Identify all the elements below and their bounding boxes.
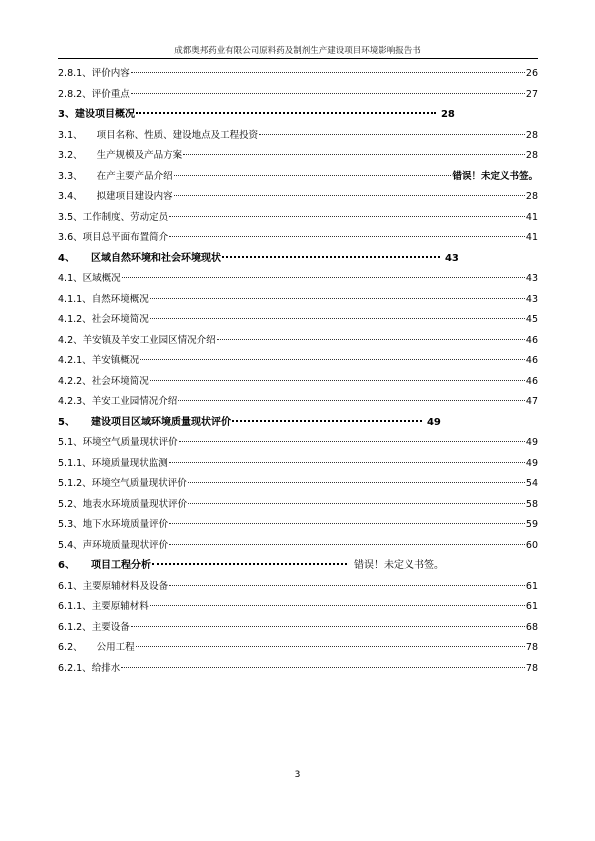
toc-entry[interactable]: [58, 556, 538, 577]
toc-dot-leader: [136, 646, 525, 647]
toc-entry[interactable]: [58, 454, 538, 475]
toc-entry-title: 社会环境简况: [91, 375, 149, 387]
toc-entry-title: 自然环境概况: [91, 293, 149, 305]
toc-entry-title: 地表水环境质量现状评价: [82, 498, 188, 510]
toc-page-number: 43: [525, 293, 538, 305]
toc-entry-number: 6.2.1、: [58, 662, 92, 674]
header-rule: [58, 58, 538, 59]
toc-dot-leader: [188, 503, 525, 504]
toc-entry[interactable]: [58, 659, 538, 680]
toc-entry[interactable]: [58, 618, 538, 639]
toc-entry[interactable]: [58, 85, 538, 106]
toc-dot-leader: [122, 277, 525, 278]
toc-entry[interactable]: [58, 433, 538, 454]
toc-entry-number: 6.1.1、: [58, 601, 92, 612]
toc-entry-title: 环境质量现状监测: [91, 457, 168, 469]
toc-error-message: 错误！未定义书签。: [452, 170, 538, 182]
toc-dot-leader: [183, 154, 525, 155]
toc-entry-number: 2.8.2、: [58, 88, 92, 100]
toc-dot-leader: [169, 544, 525, 545]
toc-entry[interactable]: [58, 146, 538, 167]
running-header: 成都奥邦药业有限公司原料药及制剂生产建设项目环境影响报告书: [174, 46, 421, 56]
toc-entry-number: 5.1.1、: [58, 457, 92, 469]
toc-entry-number: 4.2.1、: [58, 355, 92, 366]
toc-page-number: 54: [525, 478, 538, 489]
toc-dot-leader: [169, 523, 525, 524]
toc-page-number: 28: [525, 150, 538, 161]
toc-error-message: 错误！未定义书签。: [353, 560, 444, 571]
toc-entry-title: 评价重点: [91, 88, 130, 100]
toc-entry[interactable]: [58, 495, 538, 516]
toc-entry-number: 2.8.1、: [58, 68, 92, 79]
toc-page-number: 49: [525, 457, 538, 469]
toc-entry-title: 项目名称、性质、建设地点及工程投资: [96, 129, 259, 141]
toc-page-number: 58: [525, 498, 538, 510]
toc-entry-number: 5.3、: [58, 519, 83, 530]
toc-page-number: 28: [440, 109, 455, 120]
toc-entry-number: 6.1、: [58, 580, 83, 592]
toc-entry[interactable]: [58, 105, 538, 126]
toc-page-number: 27: [525, 88, 538, 100]
toc-page-number: 68: [525, 621, 538, 633]
toc-entry[interactable]: [58, 597, 538, 618]
toc-entry[interactable]: [58, 269, 538, 290]
toc-dot-leader: [222, 256, 440, 258]
toc-entry-number: 6、: [58, 560, 75, 571]
toc-page-number: 61: [525, 580, 538, 592]
toc-entry-title: 羊安镇概况: [91, 355, 140, 366]
toc-entry-number: 5.2、: [58, 498, 83, 510]
toc-page-number: 47: [525, 396, 538, 407]
toc-page-number: 41: [525, 211, 538, 223]
toc-dot-leader: [179, 441, 525, 442]
toc-dot-leader: [174, 195, 525, 196]
toc-entry-title: 生产规模及产品方案: [96, 150, 183, 161]
toc-entry[interactable]: [58, 515, 538, 536]
toc-dot-leader: [150, 605, 525, 606]
toc-entry-number: 4.2、: [58, 334, 83, 346]
toc-entry-title: 项目工程分析: [90, 560, 151, 571]
toc-entry-title: 主要原辅材料及设备: [82, 580, 169, 592]
toc-entry-number: 4.1.2、: [58, 314, 92, 325]
toc-entry[interactable]: [58, 474, 538, 495]
toc-entry-title: 给排水: [91, 662, 121, 674]
toc-page-number: 78: [525, 642, 538, 653]
toc-entry[interactable]: [58, 126, 538, 147]
toc-entry-number: 6.1.2、: [58, 621, 92, 633]
toc-dot-leader: [131, 93, 525, 94]
toc-dot-leader: [140, 359, 525, 360]
toc-page-number: 41: [525, 232, 538, 243]
toc-entry[interactable]: [58, 208, 538, 229]
toc-entry-title: 拟建项目建设内容: [96, 191, 173, 202]
toc-entry-title: 区域概况: [82, 273, 121, 284]
toc-dot-leader: [131, 72, 525, 73]
toc-entry-number: 3.5、: [58, 211, 83, 223]
toc-entry-title: 地下水环境质量评价: [82, 519, 169, 530]
toc-entry-number: 3.1、: [58, 129, 83, 141]
toc-page-number: 46: [525, 355, 538, 366]
toc-entry[interactable]: [58, 413, 538, 434]
toc-entry[interactable]: [58, 638, 538, 659]
toc-entry[interactable]: [58, 167, 538, 188]
toc-entry-title: 在产主要产品介绍: [96, 170, 173, 182]
toc-entry[interactable]: [58, 64, 538, 85]
toc-entry-number: 3.2、: [58, 150, 83, 161]
toc-dot-leader: [259, 134, 525, 135]
toc-entry-title: 声环境质量现状评价: [82, 539, 169, 551]
toc-entry-title: 主要原辅材料: [91, 601, 149, 612]
toc-dot-leader: [188, 482, 525, 483]
toc-page-number: 45: [525, 314, 538, 325]
toc-page-number: 28: [525, 129, 538, 141]
toc-entry-number: 4.2.2、: [58, 375, 92, 387]
toc-page-number: 60: [525, 539, 538, 551]
toc-dot-leader: [169, 236, 525, 237]
toc-entry-number: 4.1、: [58, 273, 83, 284]
toc-entry-number: 4.2.3、: [58, 396, 92, 407]
toc-dot-leader: [150, 380, 525, 381]
toc-dot-leader: [174, 175, 452, 176]
toc-entry[interactable]: [58, 290, 538, 311]
toc-entry-title: 项目总平面布置简介: [82, 232, 169, 243]
toc-entry-title: 建设项目概况: [74, 109, 135, 120]
toc-entry[interactable]: [58, 392, 538, 413]
toc-entry[interactable]: [58, 187, 538, 208]
toc-dot-leader: [217, 339, 525, 340]
toc-entry[interactable]: [58, 310, 538, 331]
toc-dot-leader: [152, 563, 347, 565]
toc-entry-title: 公用工程: [96, 642, 135, 653]
toc-entry-number: 5、: [58, 416, 75, 428]
toc-entry-title: 环境空气质量现状评价: [91, 478, 187, 489]
toc-entry-title: 主要设备: [91, 621, 130, 633]
toc-entry-number: 4、: [58, 252, 75, 264]
toc-page-number: 26: [525, 68, 538, 79]
toc-entry-number: 5.4、: [58, 539, 83, 551]
toc-page-number: 46: [525, 334, 538, 346]
toc-entry-title: 区域自然环境和社会环境现状: [90, 252, 221, 264]
toc-dot-leader: [232, 420, 422, 422]
toc-dot-leader: [121, 667, 525, 668]
page-number: 3: [294, 770, 301, 780]
toc-entry[interactable]: [58, 331, 538, 352]
toc-page-number: 61: [525, 601, 538, 612]
toc-entry[interactable]: [58, 577, 538, 598]
toc-page-number: 43: [444, 252, 459, 264]
toc-dot-leader: [169, 216, 525, 217]
toc-dot-leader: [136, 112, 436, 114]
toc-page-number: 59: [525, 519, 538, 530]
toc-entry-title: 羊安工业园情况介绍: [91, 396, 178, 407]
toc-entry-number: 3.6、: [58, 232, 83, 243]
table-of-contents: [58, 64, 538, 679]
toc-entry[interactable]: [58, 249, 538, 270]
toc-page-number: 28: [525, 191, 538, 202]
toc-entry-number: 5.1.2、: [58, 478, 92, 489]
toc-dot-leader: [169, 462, 525, 463]
toc-entry[interactable]: [58, 228, 538, 249]
toc-entry-title: 环境空气质量现状评价: [82, 437, 178, 448]
toc-entry-number: 3.3、: [58, 170, 83, 182]
toc-dot-leader: [150, 298, 525, 299]
toc-page-number: 46: [525, 375, 538, 387]
toc-entry[interactable]: [58, 372, 538, 393]
toc-page-number: 49: [525, 437, 538, 448]
toc-page-number: 78: [525, 662, 538, 674]
toc-dot-leader: [178, 400, 525, 401]
toc-entry-number: 4.1.1、: [58, 293, 92, 305]
toc-entry-number: 3、: [58, 109, 75, 120]
toc-dot-leader: [169, 585, 525, 586]
toc-entry-number: 6.2、: [58, 642, 83, 653]
toc-page-number: 43: [525, 273, 538, 284]
toc-entry[interactable]: [58, 351, 538, 372]
toc-entry-title: 社会环境简况: [91, 314, 149, 325]
toc-dot-leader: [150, 318, 525, 319]
toc-entry-title: 评价内容: [91, 68, 130, 79]
toc-entry-title: 建设项目区域环境质量现状评价: [90, 416, 231, 428]
toc-entry[interactable]: [58, 536, 538, 557]
toc-entry-number: 3.4、: [58, 191, 83, 202]
toc-page-number: 49: [426, 416, 441, 428]
toc-entry-number: 5.1、: [58, 437, 83, 448]
toc-entry-title: 羊安镇及羊安工业园区情况介绍: [82, 334, 216, 346]
toc-entry-title: 工作制度、劳动定员: [82, 211, 169, 223]
toc-dot-leader: [131, 626, 525, 627]
